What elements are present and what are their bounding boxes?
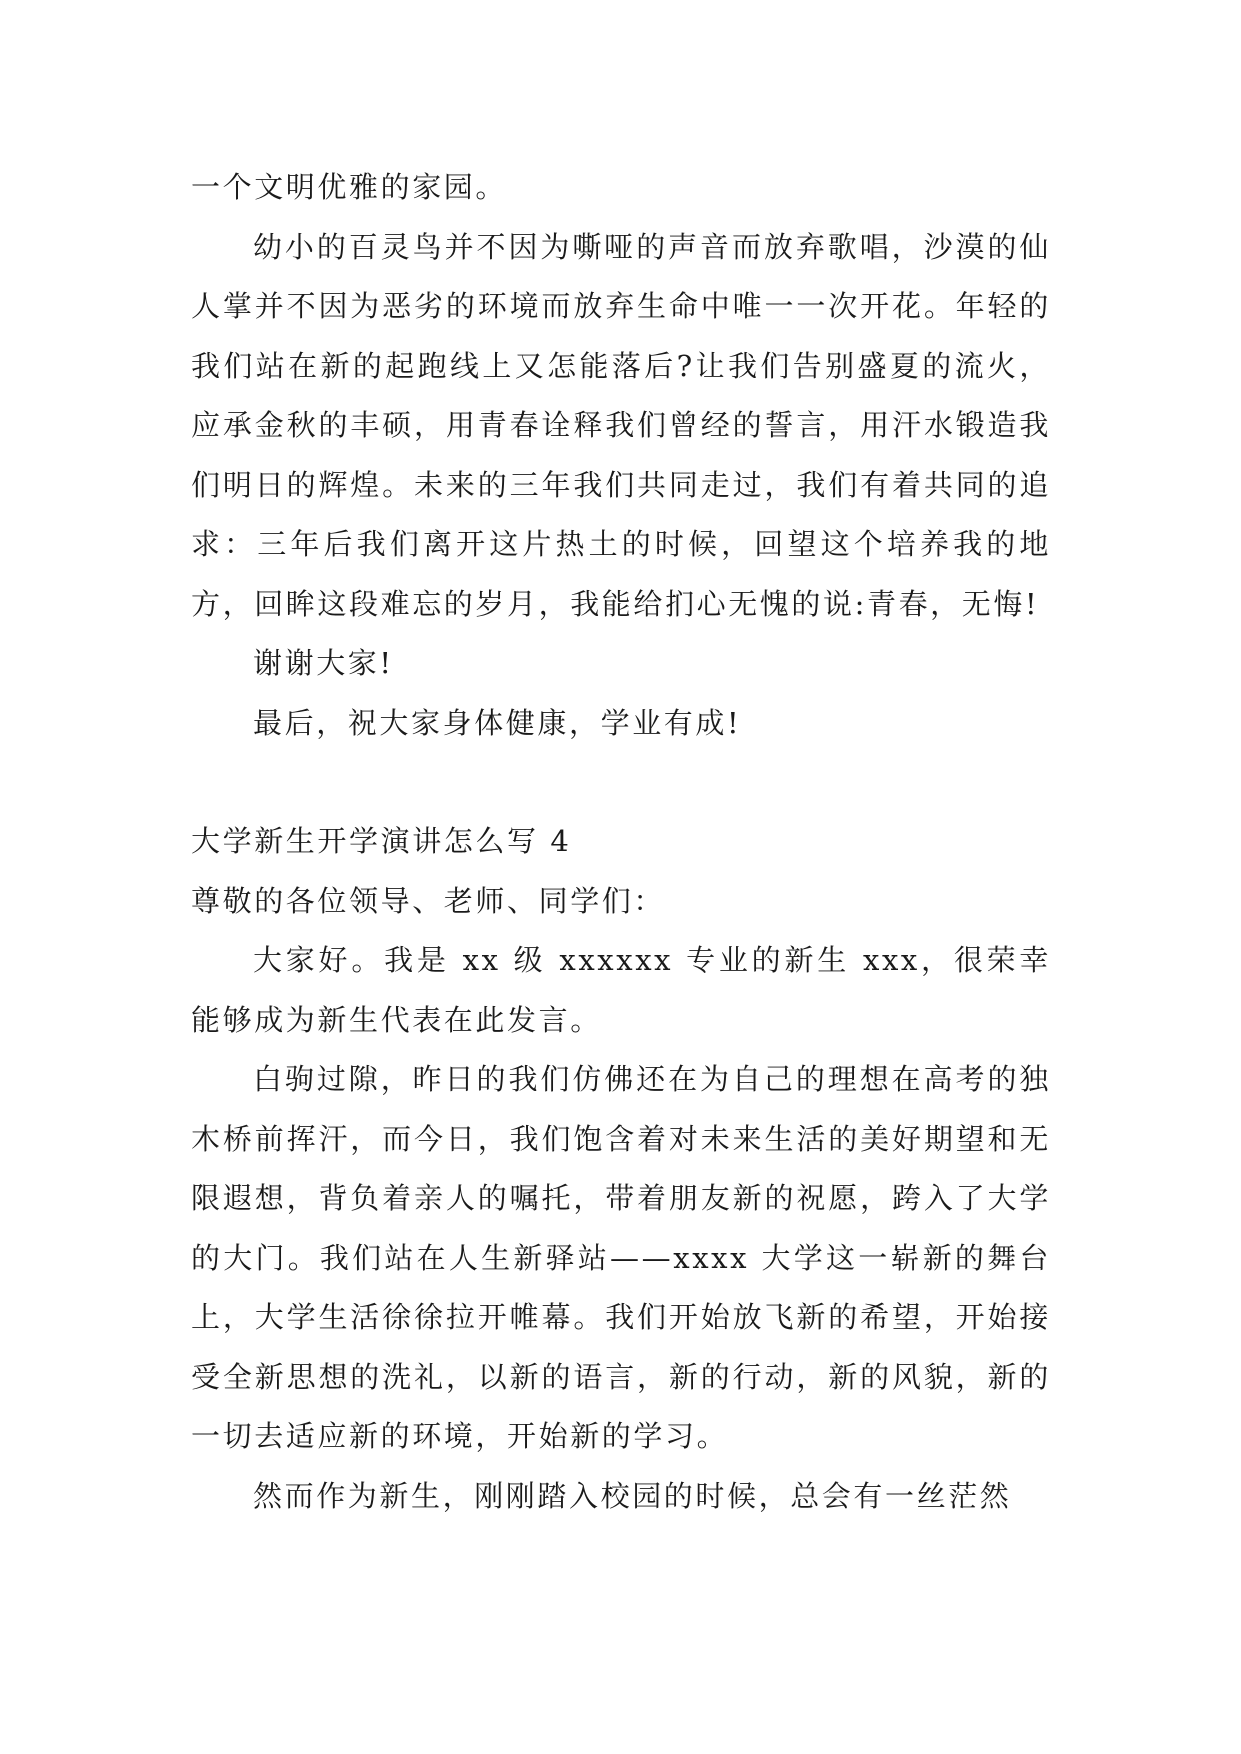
paragraph-university-entrance: 白驹过隙，昨日的我们仿佛还在为自己的理想在高考的独木桥前挥汗，而今日，我们饱含着对未来生活的美好期望和无限遐想，背负着亲人的嘱托，带着朋友新的祝愿，跨入了大学的大门。我们站在人生新驿站——xxxx 大学这一崭新的舞台上，大学生活徐徐拉开帷幕。我们开始放飞新的希望，开始接受全新思想的洗礼，以新的语言，新的行动，新的风貌，新的一切去适应新的环境，开始新的学习。 (191, 1062, 1051, 1453)
paragraph-freshman-confusion: 然而作为新生，刚刚踏入校园的时候，总会有一丝茫然 (253, 1478, 1012, 1513)
paragraph-lark-cactus: 幼小的百灵鸟并不因为嘶哑的声音而放弃歌唱，沙漠的仙人掌并不因为恶劣的环境而放弃生命中唯一一次开花。年轻的我们站在新的起跑线上又怎能落后?让我们告别盛夏的流火，应承金秋的丰硕，用青春诠释我们曾经的誓言，用汗水锻造我们明日的辉煌。未来的三年我们共同走过，我们有着共同的追求：三年后我们离开这片热土的时候，回望这个培养我的地方，回眸这段难忘的岁月，我能给扪心无愧的说:青春，无悔! (191, 229, 1051, 621)
paragraph-home-ending: 一个文明优雅的家园。 (191, 170, 508, 204)
paragraph-best-wishes: 最后，祝大家身体健康，学业有成! (253, 705, 742, 740)
salutation: 尊敬的各位领导、老师、同学们： (191, 883, 666, 918)
section-heading: 大学新生开学演讲怎么写 4 (191, 824, 572, 858)
document-page (191, 158, 1051, 1526)
paragraph-self-introduction: 大家好。我是 xx 级 xxxxxx 专业的新生 xxx，很荣幸能够成为新生代表在此发言。 (191, 943, 1051, 1037)
paragraph-thanks: 谢谢大家! (253, 646, 394, 680)
